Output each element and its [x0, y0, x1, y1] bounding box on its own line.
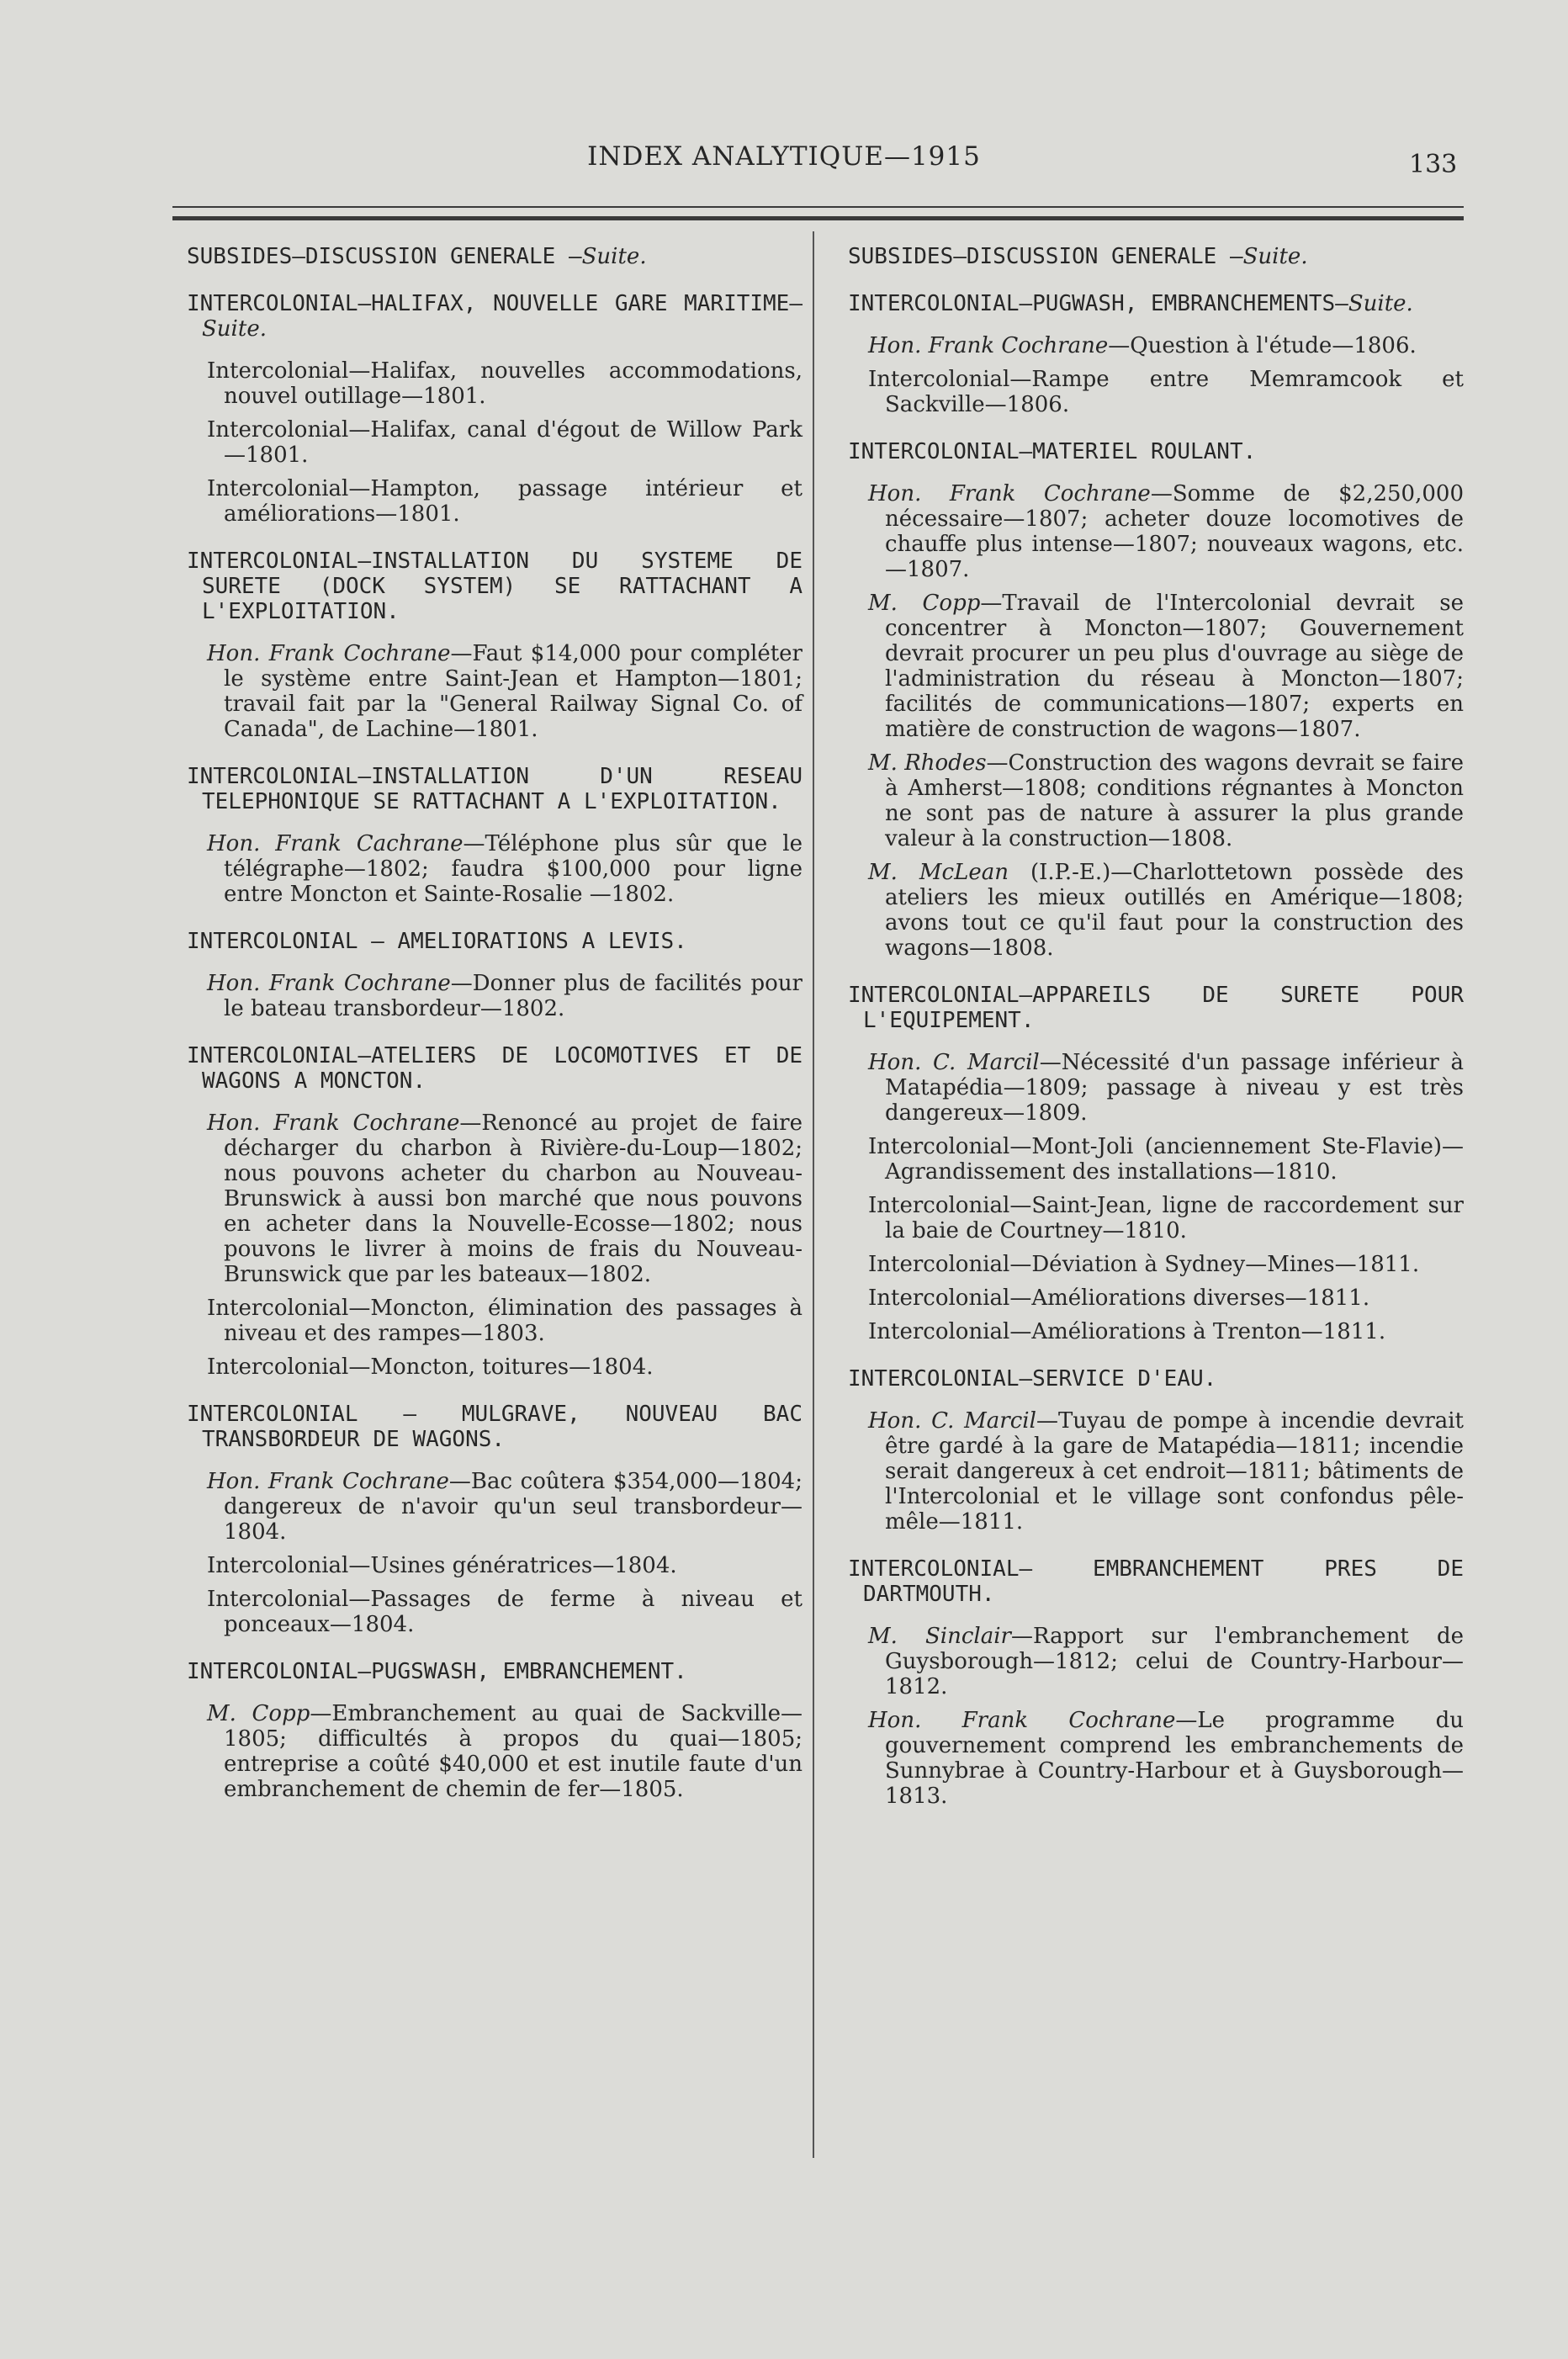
left-column — [187, 244, 803, 1810]
entry-text: Intercolonial—Moncton, élimination des passages à niveau et des rampes—1803. — [207, 1296, 803, 1346]
section-heading — [187, 291, 803, 342]
entry-speaker: Hon. Frank Cochrane — [868, 481, 1151, 506]
entry-speaker: Hon. Frank Cochrane — [868, 1708, 1176, 1733]
index-entry — [848, 591, 1464, 742]
entry-text: Intercolonial—Halifax, nouvelles accommodations, nouvel outillage—1801. — [207, 358, 803, 409]
section-heading-text: INTERCOLONIAL— EMBRANCHEMENT PRES DE DARTMOUTH. — [848, 1556, 1464, 1607]
index-entry — [848, 1408, 1464, 1535]
section-heading-text: INTERCOLONIAL—PUGWASH, EMBRANCHEMENTS— — [848, 291, 1348, 316]
index-entry — [187, 641, 803, 742]
index-entry — [187, 1354, 803, 1380]
index-entry — [187, 1111, 803, 1287]
index-entry — [187, 831, 803, 907]
section-heading — [187, 1402, 803, 1452]
entry-text: Intercolonial—Halifax, canal d'égout de Willow Park—1801. — [207, 417, 803, 468]
entry-text: —Question à l'étude—1806. — [1108, 333, 1417, 358]
entry-text: —Rapport sur l'embranchement de Guysborough—1812; celui de Country-Harbour—1812. — [885, 1624, 1464, 1699]
index-entry — [187, 417, 803, 468]
entry-speaker: M. Sinclair — [868, 1624, 1011, 1649]
entry-speaker: M. Copp — [868, 591, 981, 616]
section-heading-suite: Suite. — [1242, 244, 1308, 269]
entry-text: —Embranchement au quai de Sackville—1805; difficultés à propos du quai—1805; entreprise a coûté $40,000 et est inutile faute d'un embranchement de chemin de fer—1805. — [224, 1701, 803, 1802]
section-heading-text: INTERCOLONIAL—ATELIERS DE LOCOMOTIVES ET DE WAGONS A MONCTON. — [187, 1043, 803, 1094]
index-entry — [187, 1587, 803, 1637]
index-entry — [848, 1319, 1464, 1344]
index-entry — [187, 1701, 803, 1802]
index-entry — [848, 1193, 1464, 1243]
entry-speaker: Hon. Frank Cochrane — [207, 971, 451, 996]
entry-text: Intercolonial—Rampe entre Memramcook et Sackville—1806. — [868, 367, 1464, 417]
entry-text: Intercolonial—Hampton, passage intérieur et améliorations—1801. — [207, 476, 803, 527]
entry-text: Intercolonial—Usines génératrices—1804. — [207, 1553, 677, 1578]
index-entry — [848, 1050, 1464, 1126]
section-heading-text: INTERCOLONIAL—APPAREILS DE SURETE POUR L'EQUIPEMENT. — [848, 983, 1464, 1033]
section-heading — [848, 291, 1464, 316]
column-divider — [813, 231, 814, 2158]
entry-speaker: Hon. Frank Cochrane — [207, 641, 451, 666]
index-entry — [848, 333, 1464, 358]
section-heading-text: INTERCOLONIAL—PUGSWASH, EMBRANCHEMENT. — [187, 1659, 687, 1684]
section-heading-text: SUBSIDES—DISCUSSION GENERALE — — [187, 244, 582, 269]
header-rule-thick — [172, 216, 1464, 220]
page-number: 133 — [1409, 150, 1458, 179]
entry-text: —Renoncé au projet de faire décharger du charbon à Rivière-du-Loup—1802; nous pouvons acheter du charbon au Nouveau-Brunswick à aussi bon marché que nous pouvons en acheter dans la Nouvelle-Ecosse—1802; nous pouvons le livrer à moins de frais du Nouveau-Brunswick que par les bateaux—1802. — [224, 1111, 803, 1287]
entry-text: Intercolonial—Améliorations à Trenton—1811. — [868, 1319, 1386, 1344]
section-heading — [848, 439, 1464, 464]
entry-speaker: Hon. Frank Cochrane — [207, 1111, 460, 1136]
section-heading — [848, 1366, 1464, 1392]
index-entry — [848, 1624, 1464, 1699]
section-heading-text: INTERCOLONIAL—MATERIEL ROULANT. — [848, 439, 1257, 464]
entry-text: —Travail de l'Intercolonial devrait se concentrer à Moncton—1807; Gouvernement devrait procurer un peu plus d'ouvrage au siège de l'administration du réseau à Moncton—1807; facilités de communications—1807; experts en matière de construction de wagons—1807. — [885, 591, 1464, 742]
entry-speaker: Hon. Frank Cochrane — [868, 333, 1109, 358]
entry-speaker: M. Rhodes — [868, 750, 987, 776]
entry-speaker: Hon. C. Marcil — [868, 1050, 1040, 1075]
section-heading-text: INTERCOLONIAL—INSTALLATION D'UN RESEAU TELEPHONIQUE SE RATTACHANT A L'EXPLOITATION. — [187, 764, 803, 814]
section-heading-text: INTERCOLONIAL—HALIFAX, NOUVELLE GARE MARITIME— — [187, 291, 803, 316]
index-entry — [848, 750, 1464, 851]
entry-speaker: Hon. Frank Cochrane — [207, 1469, 449, 1494]
entry-text: —Donner plus de facilités pour le bateau transbordeur—1802. — [224, 971, 803, 1021]
entry-text: —Somme de $2,250,000 nécessaire—1807; acheter douze locomotives de chauffe plus intense—1807; nouveaux wagons, etc.—1807. — [885, 481, 1464, 582]
entry-text: —Construction des wagons devrait se faire à Amherst—1808; conditions régnantes à Moncton ne sont pas de nature à assurer la plus grande valeur à la construction—1808. — [885, 750, 1464, 851]
index-entry — [187, 971, 803, 1021]
section-heading-suite: Suite. — [1348, 291, 1413, 316]
entry-text: —Tuyau de pompe à incendie devrait être gardé à la gare de Matapédia—1811; incendie serait dangereux à cet endroit—1811; bâtiments de l'Intercolonial et le village sont confondus pêle-mêle—1811. — [885, 1408, 1465, 1535]
index-entry — [187, 358, 803, 409]
index-entry — [187, 1296, 803, 1346]
section-heading — [848, 983, 1464, 1033]
right-column — [848, 244, 1464, 1817]
section-heading-text: INTERCOLONIAL—INSTALLATION DU SYSTEME DE SURETE (DOCK SYSTEM) SE RATTACHANT A L'EXPLOITATION. — [187, 549, 803, 624]
entry-text: Intercolonial—Déviation à Sydney—Mines—1811. — [868, 1252, 1420, 1277]
entry-speaker: Hon. C. Marcil — [868, 1408, 1036, 1434]
entry-text: —Faut $14,000 pour compléter le système entre Saint-Jean et Hampton—1801; travail fait par la "General Railway Signal Co. of Canada", de Lachine—1801. — [224, 641, 803, 742]
section-heading-text: SUBSIDES—DISCUSSION GENERALE — — [848, 244, 1243, 269]
section-heading-suite: Suite. — [581, 244, 647, 269]
entry-text: —Nécessité d'un passage inférieur à Matapédia—1809; passage à niveau y est très dangereux—1809. — [885, 1050, 1465, 1126]
entry-text: —Téléphone plus sûr que le télégraphe—1802; faudra $100,000 pour ligne entre Moncton et Sainte-Rosalie —1802. — [224, 831, 803, 907]
index-entry — [848, 1252, 1464, 1277]
section-heading-text: INTERCOLONIAL — MULGRAVE, NOUVEAU BAC TRANSBORDEUR DE WAGONS. — [187, 1402, 803, 1452]
index-entry — [848, 860, 1464, 961]
entry-text: Intercolonial—Saint-Jean, ligne de raccordement sur la baie de Courtney—1810. — [868, 1193, 1464, 1243]
header-rule-thin — [172, 206, 1464, 208]
entry-speaker: M. McLean — [868, 860, 1009, 885]
entry-speaker: Hon. Frank Cachrane — [207, 831, 464, 856]
index-entry — [848, 1286, 1464, 1311]
index-entry — [187, 476, 803, 527]
section-heading — [848, 244, 1464, 269]
entry-text: Intercolonial—Passages de ferme à niveau et ponceaux—1804. — [207, 1587, 803, 1637]
entry-speaker: M. Copp — [207, 1701, 310, 1726]
index-entry — [848, 1134, 1464, 1185]
index-entry — [848, 481, 1464, 582]
section-heading — [187, 244, 803, 269]
entry-text: Intercolonial—Mont-Joli (anciennement Ste-Flavie)—Agrandissement des installations—1810. — [868, 1134, 1464, 1185]
section-heading — [187, 764, 803, 814]
running-title: INDEX ANALYTIQUE—1915 — [587, 141, 981, 172]
index-entry — [187, 1469, 803, 1545]
section-heading-text: INTERCOLONIAL—SERVICE D'EAU. — [848, 1366, 1217, 1392]
section-heading — [187, 1659, 803, 1684]
entry-text: —Le programme du gouvernement comprend les embranchements de Sunnybrae à Country-Harbour et à Guysborough—1813. — [885, 1708, 1464, 1809]
section-heading — [187, 1043, 803, 1094]
entry-text: Intercolonial—Moncton, toitures—1804. — [207, 1354, 654, 1380]
section-heading — [187, 929, 803, 954]
section-heading-text: INTERCOLONIAL — AMELIORATIONS A LEVIS. — [187, 929, 687, 954]
index-entry — [848, 367, 1464, 417]
index-entry — [848, 1708, 1464, 1809]
section-heading-suite: Suite. — [202, 316, 267, 342]
section-heading — [187, 549, 803, 624]
entry-text: —Bac coûtera $354,000—1804; dangereux de n'avoir qu'un seul transbordeur—1804. — [224, 1469, 803, 1545]
index-entry — [187, 1553, 803, 1578]
entry-text: (I.P.-E.)—Charlottetown possède des ateliers les mieux outillés en Amérique—1808; avons tout ce qu'il faut pour la construction des wagons—1808. — [885, 860, 1464, 961]
section-heading — [848, 1556, 1464, 1607]
entry-text: Intercolonial—Améliorations diverses—1811. — [868, 1286, 1370, 1311]
